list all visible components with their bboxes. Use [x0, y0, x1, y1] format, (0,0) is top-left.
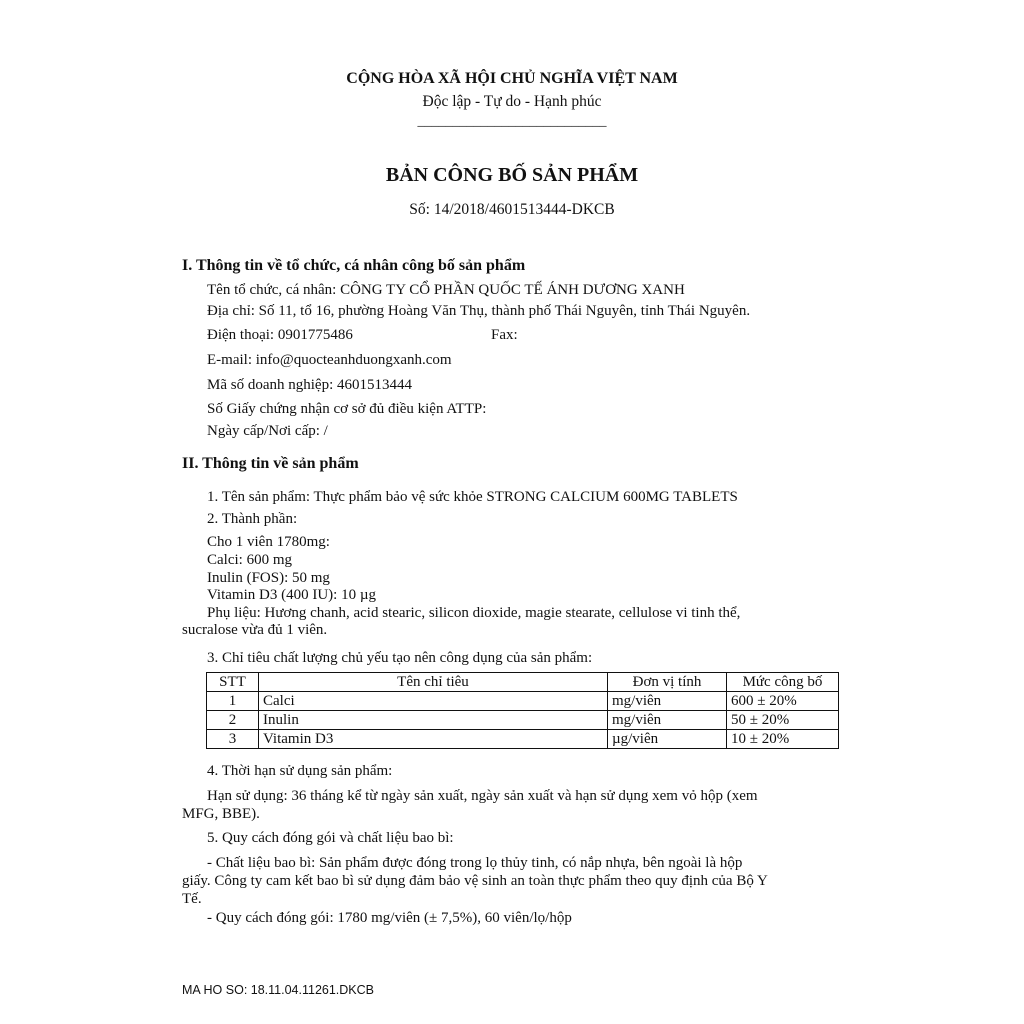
food-safety-certificate: Số Giấy chứng nhận cơ sở đủ điều kiện ATTP: — [207, 401, 487, 417]
table-row — [207, 692, 839, 711]
header-stt: STT — [207, 673, 259, 692]
row-criterion: Calci — [259, 692, 608, 711]
excipients-line-2: sucralose vừa đủ 1 viên. — [182, 622, 328, 638]
row-level: 600 ± 20% — [727, 692, 839, 711]
excipients-line-1: Phụ liệu: Hương chanh, acid stearic, silicon dioxide, magie stearate, cellulose vi tinh thể, — [207, 605, 741, 621]
composition-label: 2. Thành phần: — [207, 511, 298, 527]
header-criterion: Tên chỉ tiêu — [259, 673, 608, 692]
table-row — [207, 730, 839, 749]
packaging-material-line-2: giấy. Công ty cam kết bao bì sử dụng đảm bảo vệ sinh an toàn thực phẩm theo quy định của Bộ Y — [182, 873, 768, 889]
row-stt: 1 — [207, 692, 259, 711]
row-stt: 3 — [207, 730, 259, 749]
issue-info: Ngày cấp/Nơi cấp: / — [207, 423, 328, 439]
section-1-heading: I. Thông tin về tổ chức, cá nhân công bố sản phẩm — [182, 257, 526, 274]
table-header-row — [207, 673, 839, 692]
ingredient-inulin: Inulin (FOS): 50 mg — [207, 570, 330, 586]
country-name: CỘNG HÒA XÃ HỘI CHỦ NGHĨA VIỆT NAM — [346, 70, 678, 87]
section-2-heading: II. Thông tin về sản phẩm — [182, 455, 359, 472]
ingredient-calci: Calci: 600 mg — [207, 552, 292, 568]
row-level: 10 ± 20% — [727, 730, 839, 749]
shelf-life-line-1: Hạn sử dụng: 36 tháng kể từ ngày sản xuất, ngày sản xuất và hạn sử dụng xem vỏ hộp (xem — [207, 788, 758, 804]
row-unit: mg/viên — [608, 711, 727, 730]
per-tablet: Cho 1 viên 1780mg: — [207, 534, 330, 550]
packing-label: 5. Quy cách đóng gói và chất liệu bao bì: — [207, 830, 454, 846]
packaging-material-line-1: - Chất liệu bao bì: Sản phẩm được đóng trong lọ thủy tinh, có nắp nhựa, bên ngoài là hộp — [207, 855, 743, 871]
packaging-material-line-3: Tế. — [182, 891, 202, 907]
document-title: BẢN CÔNG BỐ SẢN PHẨM — [385, 164, 639, 186]
business-code: Mã số doanh nghiệp: 4601513444 — [207, 377, 412, 393]
org-email: E-mail: info@quocteanhduongxanh.com — [207, 352, 452, 368]
header-divider: ___________________________ — [417, 114, 607, 129]
row-criterion: Vitamin D3 — [259, 730, 608, 749]
org-phone: Điện thoại: 0901775486 — [207, 327, 353, 343]
row-stt: 2 — [207, 711, 259, 730]
document-number: Số: 14/2018/4601513444-DKCB — [409, 201, 615, 218]
row-unit: µg/viên — [608, 730, 727, 749]
ingredient-vitamin-d3: Vitamin D3 (400 IU): 10 µg — [207, 587, 376, 603]
row-criterion: Inulin — [259, 711, 608, 730]
table-row — [207, 711, 839, 730]
header-declared-level: Mức công bố — [727, 673, 839, 692]
org-name: Tên tổ chức, cá nhân: CÔNG TY CỔ PHẦN QUỐC TẾ ÁNH DƯƠNG XANH — [207, 282, 685, 298]
row-unit: mg/viên — [608, 692, 727, 711]
org-fax: Fax: — [491, 327, 518, 343]
quality-table — [206, 672, 839, 749]
quality-label: 3. Chỉ tiêu chất lượng chủ yếu tạo nên công dụng của sản phẩm: — [207, 650, 593, 666]
org-address: Địa chỉ: Số 11, tổ 16, phường Hoàng Văn Thụ, thành phố Thái Nguyên, tỉnh Thái Nguyên. — [207, 303, 751, 319]
product-name: 1. Tên sản phẩm: Thực phẩm bảo vệ sức khỏe STRONG CALCIUM 600MG TABLETS — [207, 489, 738, 505]
shelf-life-line-2: MFG, BBE). — [182, 806, 260, 822]
motto: Độc lập - Tự do - Hạnh phúc — [422, 93, 602, 110]
shelf-life-label: 4. Thời hạn sử dụng sản phẩm: — [207, 763, 393, 779]
row-level: 50 ± 20% — [727, 711, 839, 730]
header-unit: Đơn vị tính — [608, 673, 727, 692]
packing-spec: - Quy cách đóng gói: 1780 mg/viên (± 7,5%), 60 viên/lọ/hộp — [207, 910, 572, 926]
dossier-code: MA HO SO: 18.11.04.11261.DKCB — [182, 983, 374, 997]
